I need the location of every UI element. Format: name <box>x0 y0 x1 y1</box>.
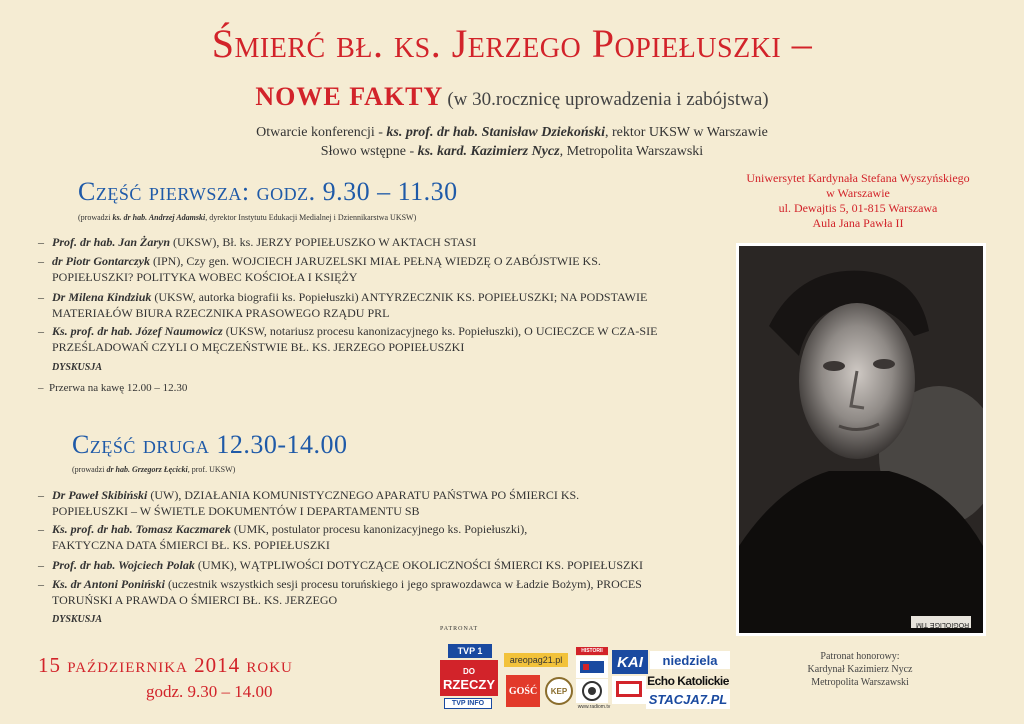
foreword-role: , Metropolita Warszawski <box>559 144 704 159</box>
chair-name: dr hab. Grzegorz Łęcicki <box>106 465 188 474</box>
program-item: – Prof. dr hab. Jan Żaryn (UKSW), Bł. ks. JERZY POPIEŁUSZKO W AKTACH STASI <box>38 235 477 249</box>
tv-logo <box>612 676 646 704</box>
niedziela-logo: niedziela <box>650 651 730 669</box>
chair-prefix: (prowadzi <box>78 213 113 222</box>
areopag-logo: areopag21.pl <box>504 653 568 667</box>
chair-prefix: (prowadzi <box>72 465 107 474</box>
speaker-name: Dr Milena Kindziuk <box>52 290 152 304</box>
program-item: – dr Piotr Gontarczyk (IPN), Czy gen. WOJCIECH JARUZELSKI MIAŁ PEŁNĄ WIEDZĘ O ZABÓJSTWIE KS. POPIEŁUSZKI? POLITYKA WOBEC KOŚCIOŁA I KSIĘŻY <box>38 254 601 284</box>
patronage-label: PATRONAT <box>440 626 479 632</box>
speaker-name: Ks. prof. dr hab. Józef Naumowicz <box>52 324 223 338</box>
conference-title: Śmierć bł. ks. Jerzego Popiełuszki – <box>211 21 813 66</box>
honorary-label: Patronat honorowy: <box>820 651 900 662</box>
event-date: 15 października 2014 roku <box>38 653 293 677</box>
talk-title: (UKSW), Bł. ks. JERZY POPIEŁUSZKO W AKTACH STASI <box>170 235 477 249</box>
part2-discussion: DYSKUSJA <box>52 614 103 625</box>
talk-title: (IPN), Czy gen. WOJCIECH JARUZELSKI MIAŁ PEŁNĄ WIEDZĘ O ZABÓJSTWIE KS. POPIEŁUSZKI? POLITYKA WOBEC KOŚCIOŁA I KSIĘŻY <box>52 254 601 284</box>
event-time: godz. 9.30 – 14.00 <box>146 682 273 701</box>
portrait-photo <box>736 243 986 636</box>
speaker-name: Prof. dr hab. Jan Żaryn <box>52 235 171 249</box>
speaker-name: Ks. prof. dr hab. Tomasz Kaczmarek <box>52 522 231 536</box>
tvpinfo-logo: TVP INFO <box>444 698 492 709</box>
radio-icon <box>577 657 607 677</box>
venue-hall: Aula Jana Pawła II <box>812 216 904 230</box>
photo-nameplate: ROGIOLIGE TIM <box>915 621 969 628</box>
dorzeczy-text: RZECZY <box>443 677 495 692</box>
dorzeczy-logo <box>440 660 498 696</box>
part2-heading: Część druga 12.30-14.00 <box>72 430 348 459</box>
honorary-role: Metropolita Warszawski <box>811 677 909 688</box>
opening-role: , rektor UKSW w Warszawie <box>605 125 768 140</box>
opening-line <box>0 125 1024 141</box>
speaker-name: Dr Paweł Skibiński <box>52 488 148 502</box>
program-item: – Dr Milena Kindziuk (UKSW, autorka biografii ks. Popiełuszki) ANTYRZECZNIK KS. POPIEŁUSZKI; NA PODSTAWIE MATERIAŁÓW BIURA RZECZNIKA PRASOWEGO RZĄDU PRL <box>38 290 648 320</box>
gosc-logo: GOŚĆ <box>506 675 540 707</box>
radiom-icon <box>581 680 603 702</box>
venue-address <box>738 171 978 231</box>
conference-subtitle <box>0 82 1024 112</box>
talk-title: (UKSW, autorka biografii ks. Popiełuszki) ANTYRZECZNIK KS. POPIEŁUSZKI; NA PODSTAWIE MATERIAŁÓW BIURA RZECZNIKA PRASOWEGO RZĄDU PRL <box>52 290 648 320</box>
subtitle-new-facts: NOWE FAKTY <box>255 82 444 111</box>
talk-title: (uczestnik wszystkich sesji procesu toruńskiego i jego sprawozdawca w Ładzie Bożym), PROCES TORUŃSKI A PRAWDA O ŚMIERCI BŁ. KS. JERZEGO <box>52 577 642 607</box>
program-item: – Dr Paweł Skibiński (UW), DZIAŁANIA KOMUNISTYCZNEGO APARATU PAŃSTWA PO ŚMIERCI KS. POPIEŁUSZKI – W ŚWIETLE DOKUMENTÓW I DEPARTAMENTU SB <box>38 488 580 518</box>
talk-title: (UW), DZIAŁANIA KOMUNISTYCZNEGO APARATU PAŃSTWA PO ŚMIERCI KS. POPIEŁUSZKI – W ŚWIETLE DOKUMENTÓW I DEPARTAMENTU SB <box>52 488 580 518</box>
part2-chair <box>72 465 235 474</box>
tv-icon <box>614 678 644 702</box>
foreword-speaker: ks. kard. Kazimierz Nycz <box>417 144 560 159</box>
echo-katolickie-logo: Echo Katolickie <box>647 674 729 688</box>
coffee-break-label: Przerwa na kawę 12.00 – 12.30 <box>49 382 188 394</box>
talk-title: (UKSW, notariusz procesu kanonizacyjnego ks. Popiełuszki), O UCIECZCE W CZA-SIE PRZEŚLADOWAŃ CZYLI O MĘCZEŃSTWIE BŁ. KS. JERZEGO POPIEŁUSZKI <box>52 324 658 354</box>
chair-role: , prof. UKSW) <box>187 465 236 474</box>
program-item: – Ks. prof. dr hab. Józef Naumowicz (UKSW, notariusz procesu kanonizacyjnego ks. Popiełuszki), O UCIECZCE W CZA-SIE PRZEŚLADOWAŃ CZYLI O MĘCZEŃSTWIE BŁ. KS. JERZEGO POPIEŁUSZKI <box>38 324 658 354</box>
chair-role: , dyrektor Instytutu Edukacji Medialnej i Dziennikarstwa UKSW) <box>205 213 417 222</box>
tvp1-logo: TVP 1 <box>448 644 492 658</box>
radio-logo <box>576 656 608 678</box>
stacja7-logo: STACJA7.PL <box>646 689 730 709</box>
honorary-name: Kardynał Kazimierz Nycz <box>807 664 913 675</box>
part1-heading: Część pierwsza: godz. 9.30 – 11.30 <box>78 177 458 206</box>
talk-title: (UMK, postulator procesu kanonizacyjnego ks. Popiełuszki), FAKTYCZNA DATA ŚMIERCI BŁ. KS. POPIEŁUSZKI <box>52 522 528 552</box>
radiom-logo <box>576 679 608 703</box>
speaker-name: Ks. dr Antoni Poniński <box>52 577 165 591</box>
honorary-patronage <box>770 650 950 689</box>
program-item: – Ks. prof. dr hab. Tomasz Kaczmarek (UMK, postulator procesu kanonizacyjnego ks. Popiełuszki), FAKTYCZNA DATA ŚMIERCI BŁ. KS. POPIEŁUSZKI <box>38 522 528 552</box>
dorzeczy-small: DO <box>463 667 475 676</box>
foreword-prefix: Słowo wstępne - <box>320 144 418 159</box>
venue-city: w Warszawie <box>826 186 890 200</box>
historia-logo: HISTORII <box>576 647 608 655</box>
talk-title: (UMK), WĄTPLIWOŚCI DOTYCZĄCE OKOLICZNOŚCI ŚMIERCI KS. POPIEŁUSZKI <box>194 558 643 572</box>
subtitle-anniversary: (w 30.rocznicę uprowadzenia i zabójstwa) <box>447 89 769 110</box>
venue-street: ul. Dewajtis 5, 01-815 Warszawa <box>778 201 938 215</box>
kai-logo: KAI <box>612 650 648 674</box>
kep-logo: KEP <box>545 677 573 705</box>
program-item: – Ks. dr Antoni Poniński (uczestnik wszystkich sesji procesu toruńskiego i jego sprawozdawca w Ładzie Bożym), PROCES TORUŃSKI A PRAWDA O ŚMIERCI BŁ. KS. JERZEGO <box>38 577 642 607</box>
opening-prefix: Otwarcie konferencji - <box>256 125 387 140</box>
opening-speaker: ks. prof. dr hab. Stanisław Dziekoński <box>386 125 605 140</box>
radiom-url: www.radiom.tv <box>577 704 611 710</box>
portrait-figure <box>739 246 983 633</box>
program-item: – Prof. dr hab. Wojciech Polak (UMK), WĄTPLIWOŚCI DOTYCZĄCE OKOLICZNOŚCI ŚMIERCI KS. POPIEŁUSZKI <box>38 558 643 572</box>
speaker-name: Prof. dr hab. Wojciech Polak <box>52 558 195 572</box>
chair-name: ks. dr hab. Andrzej Adamski <box>112 213 206 222</box>
part1-chair <box>78 213 416 222</box>
coffee-break: – Przerwa na kawę 12.00 – 12.30 <box>38 382 188 394</box>
foreword-line <box>0 144 1024 160</box>
venue-university: Uniwersytet Kardynała Stefana Wyszyńskiego <box>746 171 970 185</box>
part1-discussion: DYSKUSJA <box>52 362 103 373</box>
speaker-name: dr Piotr Gontarczyk <box>52 254 151 268</box>
